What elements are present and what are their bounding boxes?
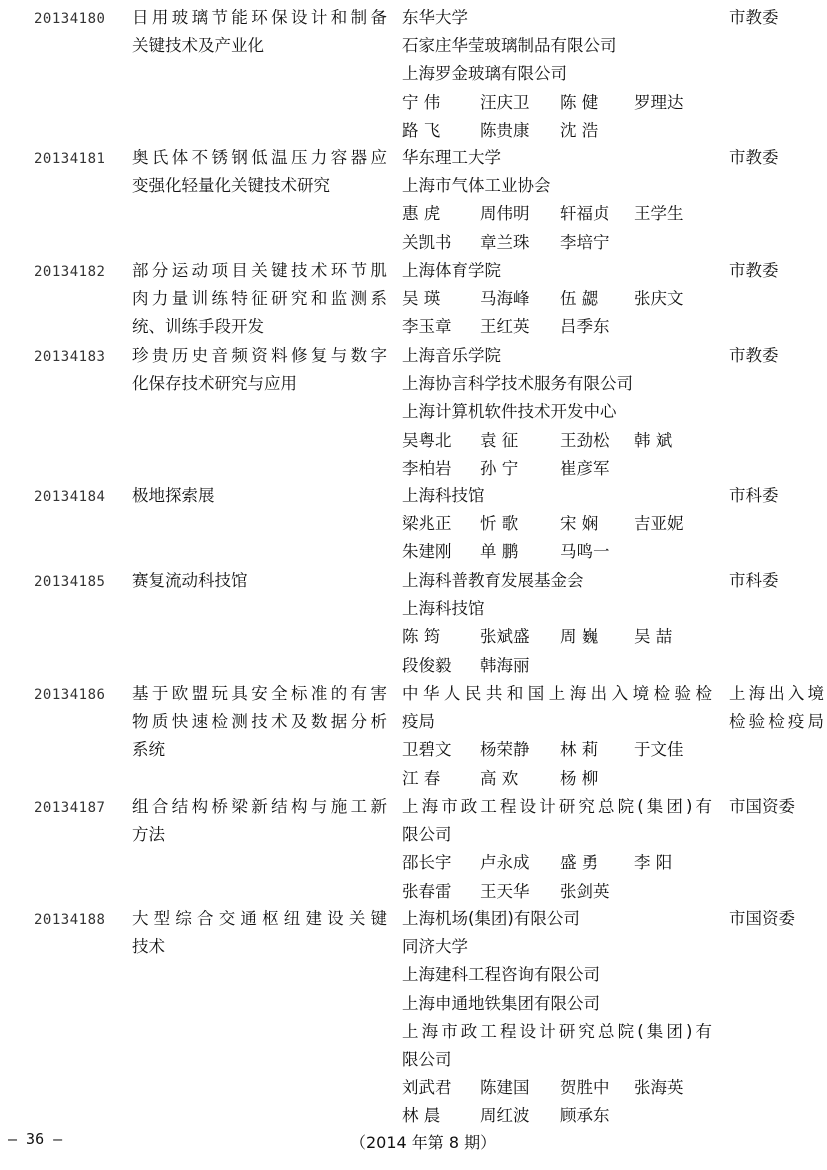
unit-name-line: 限公司 bbox=[402, 1050, 452, 1069]
person-name: 卢永成 bbox=[480, 853, 530, 873]
project-title-line: 关键技术及产业化 bbox=[132, 36, 264, 56]
unit-name-line: 上海建科工程咨询有限公司 bbox=[402, 965, 600, 985]
person-name: 陈 健 bbox=[560, 92, 599, 112]
person-name: 路 飞 bbox=[402, 120, 441, 140]
unit-name-line: 上海计算机软件技术开发中心 bbox=[402, 402, 617, 422]
person-name: 张春雷 bbox=[402, 881, 452, 901]
unit-name-line: 上海科技馆 bbox=[402, 486, 485, 505]
page-number: — 36 — bbox=[8, 1130, 63, 1148]
person-name: 朱建刚 bbox=[402, 542, 452, 562]
person-name: 李培宁 bbox=[560, 232, 610, 252]
person-name: 卫碧文 bbox=[402, 740, 452, 760]
unit-name-line: 上海机场(集团)有限公司 bbox=[402, 909, 580, 928]
person-name: 罗理达 bbox=[634, 92, 684, 112]
person-name: 沈 浩 bbox=[560, 120, 599, 140]
project-title-line: 极地探索展 bbox=[132, 486, 215, 505]
unit-name-line: 中华人民共和国上海出入境检验检 bbox=[402, 684, 712, 703]
person-name: 江 春 bbox=[402, 768, 441, 788]
unit-name-line: 疫局 bbox=[402, 712, 435, 732]
person-name: 吴粤北 bbox=[402, 430, 452, 450]
unit-name-line: 上海市政工程设计研究总院(集团)有 bbox=[402, 797, 712, 816]
record-number: 20134184 bbox=[34, 489, 106, 505]
department: 上海出入境 bbox=[729, 684, 824, 703]
unit-name-line: 华东理工大学 bbox=[402, 148, 501, 167]
project-title-line: 赛复流动科技馆 bbox=[132, 571, 248, 590]
project-title-line: 变强化轻量化关键技术研究 bbox=[132, 176, 330, 196]
person-name: 崔彦军 bbox=[560, 458, 610, 478]
project-title-line: 部分运动项目关键技术环节肌 bbox=[132, 261, 387, 280]
unit-name-line: 东华大学 bbox=[402, 8, 468, 27]
person-name: 吕季东 bbox=[560, 317, 610, 337]
record-number: 20134183 bbox=[34, 349, 106, 365]
person-name: 李玉章 bbox=[402, 317, 452, 337]
person-name: 盛 勇 bbox=[560, 853, 599, 873]
person-name: 张剑英 bbox=[560, 881, 610, 901]
project-title-line: 大型综合交通枢纽建设关键 bbox=[132, 909, 387, 928]
person-name: 王红英 bbox=[480, 317, 530, 337]
project-title-line: 肉力量训练特征研究和监测系 bbox=[132, 289, 387, 309]
person-name: 韩海丽 bbox=[480, 655, 530, 675]
person-name: 张庆文 bbox=[634, 289, 684, 309]
person-name: 周伟明 bbox=[480, 204, 530, 224]
unit-name-line: 上海体育学院 bbox=[402, 261, 501, 280]
project-title-line: 方法 bbox=[132, 825, 165, 845]
person-name: 孙 宁 bbox=[480, 458, 519, 478]
person-name: 章兰珠 bbox=[480, 232, 530, 252]
person-name: 林 莉 bbox=[560, 740, 599, 760]
department: 市教委 bbox=[729, 346, 779, 365]
person-name: 杨荣静 bbox=[480, 740, 530, 760]
person-name: 宋 娴 bbox=[560, 514, 599, 534]
person-name: 宁 伟 bbox=[402, 92, 441, 112]
person-name: 袁 征 bbox=[480, 430, 519, 450]
unit-name-line: 上海协言科学技术服务有限公司 bbox=[402, 374, 633, 394]
person-name: 周红波 bbox=[480, 1106, 530, 1126]
project-title-line: 日用玻璃节能环保设计和制备 bbox=[132, 8, 387, 27]
person-name: 李 阳 bbox=[634, 853, 673, 873]
person-name: 李柏岩 bbox=[402, 458, 452, 478]
person-name: 王劲松 bbox=[560, 430, 610, 450]
record-number: 20134187 bbox=[34, 800, 106, 816]
person-name: 关凯书 bbox=[402, 232, 452, 252]
project-title-line: 统、训练手段开发 bbox=[132, 317, 264, 337]
record-number: 20134181 bbox=[34, 151, 106, 167]
record-number: 20134182 bbox=[34, 264, 106, 280]
person-name: 贺胜中 bbox=[560, 1078, 610, 1098]
department: 市国资委 bbox=[729, 909, 795, 928]
unit-name-line: 上海市气体工业协会 bbox=[402, 176, 551, 196]
project-title-line: 化保存技术研究与应用 bbox=[132, 374, 297, 394]
issue-label: （2014 年第 8 期） bbox=[350, 1133, 497, 1152]
person-name: 于文佳 bbox=[634, 740, 684, 760]
person-name: 汪庆卫 bbox=[480, 92, 530, 112]
person-name: 韩 斌 bbox=[634, 430, 673, 450]
unit-name-line: 同济大学 bbox=[402, 937, 468, 957]
unit-name-line: 限公司 bbox=[402, 825, 452, 845]
record-number: 20134188 bbox=[34, 912, 106, 928]
person-name: 轩福贞 bbox=[560, 204, 610, 224]
record-number: 20134185 bbox=[34, 574, 106, 590]
project-title-line: 珍贵历史音频资料修复与数字 bbox=[132, 346, 387, 365]
project-title-line: 基于欧盟玩具安全标准的有害 bbox=[132, 684, 387, 703]
person-name: 单 鹏 bbox=[480, 542, 519, 562]
person-name: 吴 瑛 bbox=[402, 289, 441, 309]
person-name: 忻 歌 bbox=[480, 514, 519, 534]
person-name: 王天华 bbox=[480, 881, 530, 901]
project-title-line: 系统 bbox=[132, 740, 165, 760]
unit-name-line: 上海音乐学院 bbox=[402, 346, 501, 365]
unit-name-line: 石家庄华莹玻璃制品有限公司 bbox=[402, 36, 617, 56]
person-name: 王学生 bbox=[634, 204, 684, 224]
person-name: 陈建国 bbox=[480, 1078, 530, 1098]
person-name: 周 巍 bbox=[560, 627, 599, 647]
project-title-line: 物质快速检测技术及数据分析 bbox=[132, 712, 387, 732]
record-number: 20134180 bbox=[34, 11, 106, 27]
department: 检验检疫局 bbox=[729, 712, 824, 732]
project-title-line: 奥氏体不锈钢低温压力容器应 bbox=[132, 148, 387, 167]
person-name: 马鸣一 bbox=[560, 542, 610, 562]
record-number: 20134186 bbox=[34, 687, 106, 703]
person-name: 顾承东 bbox=[560, 1106, 610, 1126]
person-name: 吴 喆 bbox=[634, 627, 673, 647]
person-name: 杨 柳 bbox=[560, 768, 599, 788]
person-name: 梁兆正 bbox=[402, 514, 452, 534]
department: 市科委 bbox=[729, 571, 779, 590]
department: 市教委 bbox=[729, 8, 779, 27]
person-name: 陈 筠 bbox=[402, 627, 441, 647]
unit-name-line: 上海科技馆 bbox=[402, 599, 485, 619]
department: 市教委 bbox=[729, 148, 779, 167]
department: 市国资委 bbox=[729, 797, 795, 816]
person-name: 邵长宇 bbox=[402, 853, 452, 873]
person-name: 林 晨 bbox=[402, 1106, 441, 1126]
person-name: 段俊毅 bbox=[402, 655, 452, 675]
person-name: 高 欢 bbox=[480, 768, 519, 788]
person-name: 张斌盛 bbox=[480, 627, 530, 647]
person-name: 马海峰 bbox=[480, 289, 530, 309]
page-footer bbox=[0, 1130, 827, 1154]
unit-name-line: 上海科普教育发展基金会 bbox=[402, 571, 584, 590]
person-name: 张海英 bbox=[634, 1078, 684, 1098]
project-title-line: 组合结构桥梁新结构与施工新 bbox=[132, 797, 387, 816]
department: 市教委 bbox=[729, 261, 779, 280]
unit-name-line: 上海申通地铁集团有限公司 bbox=[402, 993, 600, 1013]
person-name: 伍 勰 bbox=[560, 289, 599, 309]
unit-name-line: 上海罗金玻璃有限公司 bbox=[402, 64, 567, 84]
project-title-line: 技术 bbox=[132, 937, 165, 957]
person-name: 惠 虎 bbox=[402, 204, 441, 224]
person-name: 刘武君 bbox=[402, 1078, 452, 1098]
person-name: 吉亚妮 bbox=[634, 514, 684, 534]
person-name: 陈贵康 bbox=[480, 120, 530, 140]
unit-name-line: 上海市政工程设计研究总院(集团)有 bbox=[402, 1021, 712, 1041]
department: 市科委 bbox=[729, 486, 779, 505]
